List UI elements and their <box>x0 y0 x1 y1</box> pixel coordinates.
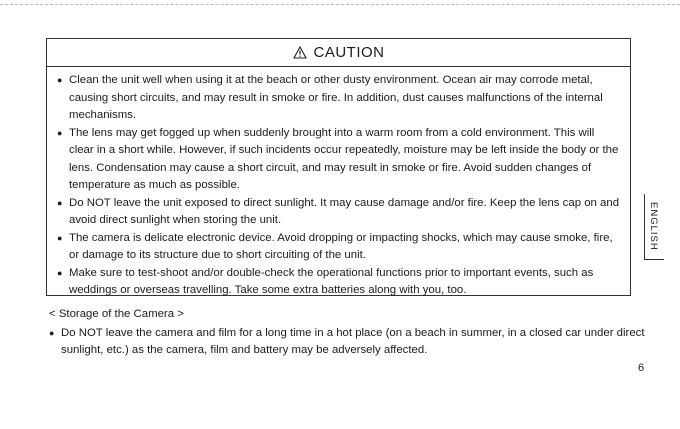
warning-triangle-icon <box>293 46 307 59</box>
caution-header <box>47 39 630 67</box>
caution-item-3: ● Do NOT leave the unit exposed to direct sunlight. It may cause damage and/or fire. Keep the lens cap on and avoid direct sunlight when storing the unit. <box>57 195 622 230</box>
caution-item-5: ● Make sure to test-shoot and/or double-check the operational functions prior to important events, such as weddings or overseas travelling. Take some extra batteries along with you, too. <box>57 265 622 300</box>
language-tab-label: ENGLISH <box>648 202 659 251</box>
caution-item-4: ● The camera is delicate electronic device. Avoid dropping or impacting shocks, which may cause smoke, fire, or damage to its structure due to short circuiting of the unit. <box>57 230 622 265</box>
scan-top-edge <box>0 4 680 5</box>
caution-box <box>46 38 631 296</box>
storage-heading: < Storage of the Camera > <box>49 308 184 320</box>
caution-title: CAUTION <box>313 44 385 61</box>
caution-list <box>47 67 630 300</box>
language-tab <box>644 194 664 260</box>
storage-section <box>49 306 649 360</box>
page-number: 6 <box>638 362 645 374</box>
storage-text: ● Do NOT leave the camera and film for a long time in a hot place (on a beach in summer, in a closed car under direct sunlight, etc.) as the camera, film and battery may be adversely affected. <box>49 325 649 360</box>
caution-item-2: ● The lens may get fogged up when suddenly brought into a warm room from a cold environment. This will clear in a short while. However, if such incidents occur repeatedly, moisture may be left inside the body or the lens. Condensation may cause a short circuit, and may result in smoke or fire. Avoid sudden changes of temperature as much as possible. <box>57 125 622 195</box>
caution-item-1: ● Clean the unit well when using it at the beach or other dusty environment. Ocean air may corrode metal, causing short circuits, and may result in smoke or fire. In addition, dust causes malfunctions of the internal mechanisms. <box>57 72 622 125</box>
